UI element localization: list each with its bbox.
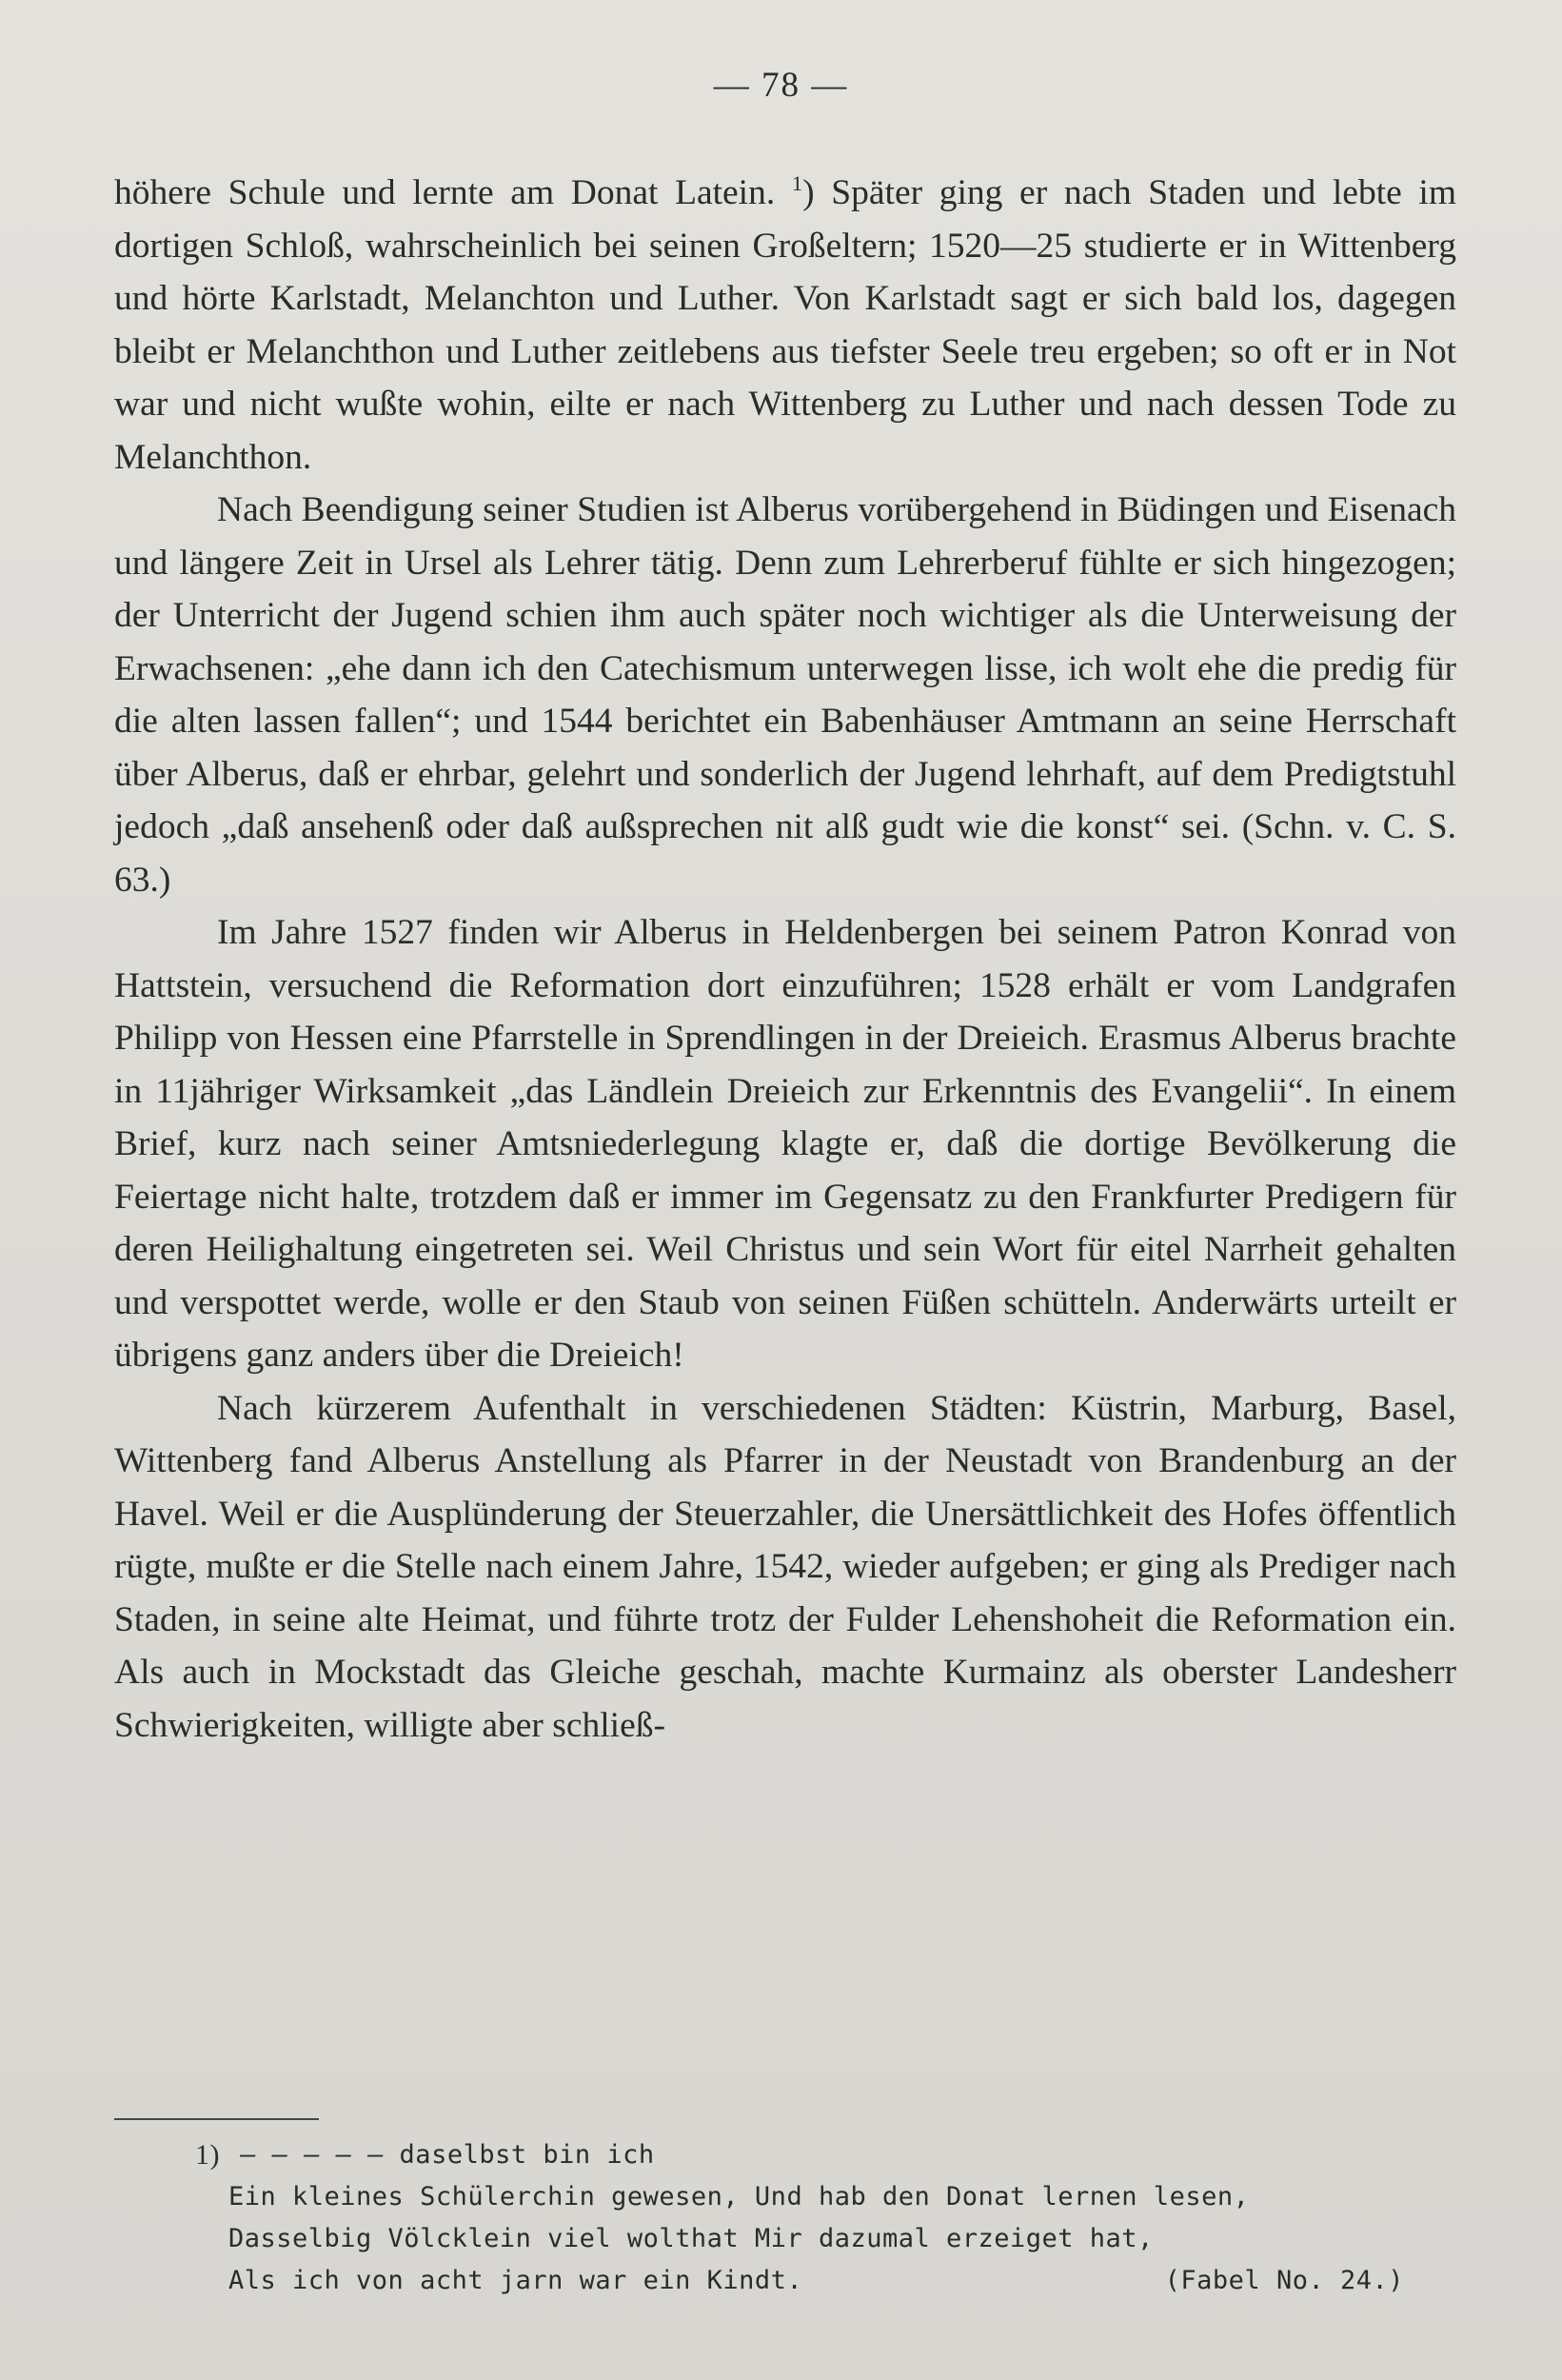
paragraph-1: [114, 167, 1456, 484]
footnote-divider: [114, 2118, 319, 2120]
page-number: — 78 —: [713, 66, 849, 105]
footnote-marker: 1): [195, 2139, 220, 2171]
paragraph-2: Nach Beendigung seiner Studien ist Alberus vorübergehend in Büdingen und Eisenach und längere Zeit in Ursel als Lehrer tätig. Denn zum Lehrerberuf fühlte er sich hingezogen; der Unterricht der Jugend schien ihm auch später noch wichtiger als die Unterweisung der Erwachsenen: „ehe dann ich den Catechismum unterwegen lisse, ich wolt ehe die predig für die alten lassen fallen“; und 1544 berichtet ein Babenhäuser Amtmann an seine Herrschaft über Alberus, daß er ehrbar, gelehrt und sonderlich der Jugend lehrhaft, auf dem Predigtstuhl jedoch „daß ansehenß oder daß außsprechen nit alß gudt wie die konst“ sei. (Schn. v. C. S. 63.): [114, 490, 1456, 900]
footnote-line-last: [228, 2260, 1404, 2302]
footnote-line: Ein kleines Schülerchin gewesen, Und hab den Donat lernen lesen,: [228, 2182, 1250, 2211]
paragraph-3: Im Jahre 1527 finden wir Alberus in Heldenbergen bei seinem Patron Konrad von Hattstein, versuchend die Reformation dort einzuführen; 1528 erhält er vom Landgrafen Philipp von Hessen eine Pfarrstelle in Sprendlingen in der Dreieich. Erasmus Alberus brachte in 11jähriger Wirksamkeit „das Ländlein Dreieich zur Erkenntnis des Evangelii“. In einem Brief, kurz nach seiner Amtsniederlegung klagte er, daß die dortige Bevölkerung die Feiertage nicht halte, trotzdem daß er immer im Gegensatz zu den Frankfurter Predigern für deren Heilighaltung eingetreten sei. Weil Christus und sein Wort für eitel Narrheit gehalten und verspottet werde, wolle er den Staub von seinen Füßen schütteln. Anderwärts urteilt er übrigens ganz anders über die Dreieich!: [114, 913, 1456, 1375]
footnote-line: Dasselbig Völcklein viel wolthat Mir dazumal erzeiget hat,: [228, 2224, 1154, 2253]
paragraph-1-text-a: höhere Schule und lernte am Donat Latein.: [114, 173, 792, 212]
paragraph-4: Nach kürzerem Aufenthalt in verschiedenen Städten: Küstrin, Marburg, Basel, Wittenberg fand Alberus Anstellung als Pfarrer in der Neustadt von Brandenburg an der Havel. Weil er die Ausplünderung der Steuerzahler, die Unersättlichkeit des Hofes öffentlich rügte, mußte er die Stelle nach einem Jahre, 1542, wieder aufgeben; er ging als Prediger nach Staden, in seine alte Heimat, und führte trotz der Fulder Lehenshoheit die Reformation ein. Als auch in Mockstadt das Gleiche geschah, machte Kurmainz als oberster Landesherr Schwierigkeiten, willigte aber schließ-: [114, 1388, 1456, 1745]
main-text: [114, 167, 1456, 1752]
footnote-line: — — — — — daselbst bin ich: [240, 2140, 655, 2170]
footnote-reference[interactable]: 1: [791, 171, 803, 195]
footnote-source: (Fabel No. 24.): [1164, 2266, 1404, 2295]
footnote-line: Als ich von acht jarn war ein Kindt.: [228, 2266, 803, 2295]
footnote: [195, 2134, 1404, 2302]
paragraph-1-text-b: ) Später ging er nach Staden und lebte im dortigen Schloß, wahrscheinlich bei seinen Großeltern; 1520—25 studierte er in Wittenberg und hörte Karlstadt, Melanchton und Luther. Von Karlstadt sagt er sich bald los, dagegen bleibt er Melanchthon und Luther zeitlebens aus tiefster Seele treu ergeben; so oft er in Not war und nicht wußte wohin, eilte er nach Wittenberg zu Luther und nach dessen Tode zu Melanchthon.: [114, 173, 1457, 477]
